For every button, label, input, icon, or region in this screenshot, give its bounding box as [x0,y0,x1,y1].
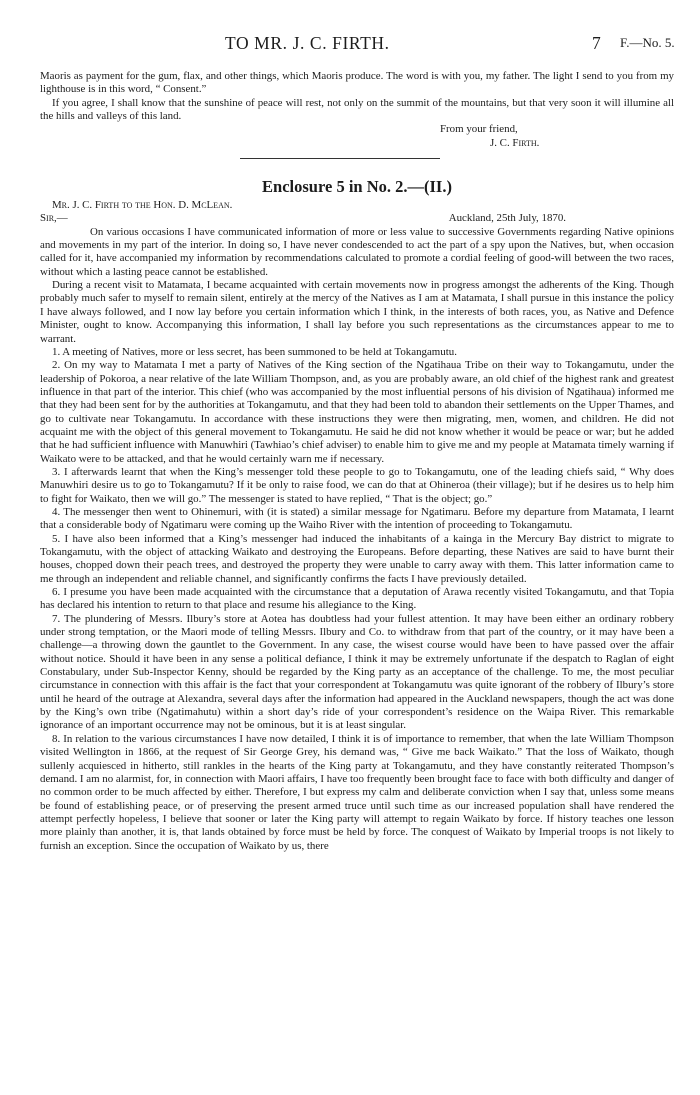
salutation-row [40,212,674,225]
letter-signature: J. C. Firth. [490,136,540,149]
body-text [40,70,674,853]
letter-paragraph: 6. I presume you have been made acquainted with the circumstance that a deputation of Arawa recently visited Tokangamutu, and that Topia has declared his intention to return to that place and resume his allegiance to the King. [40,586,674,612]
letter-paragraph: 5. I have also been informed that a King’s messenger had induced the inhabitants of a kainga in the Mercury Bay district to migrate to Tokangamutu, with the object of attacking Waikato and destroying the Europeans. Before departing, these Natives are said to have burnt their houses, chopped down their peach trees, and destroyed the property they were unable to carry away with them. This latter information came to me through an independent and reliable channel, and significantly confirms the facts I have previously detailed. [40,532,674,585]
page-number: 7 [592,33,601,53]
intro-paragraph: Maoris as payment for the gum, flax, and other things, which Maoris produce. The word is with you, my father. The light I send to you from my lighthouse is in this word, “ Consent.” [40,70,674,96]
page-header [0,33,700,55]
letter-paragraph: 4. The messenger then went to Ohinemuri, with (it is stated) a similar message for Ngatimaru. Before my departure from Matamata, I learnt that a considerable body of Ngatimaru were coming up the Waiho River with the intention of proceeding to Tokangamutu. [40,505,674,532]
letter-paragraph: 1. A meeting of Natives, more or less secret, has been summoned to be held at Tokangamutu. [52,345,457,358]
letter-paragraph: 2. On my way to Matamata I met a party of Natives of the King section of the Ngatihaua Tribe on their way to Tokangamutu, under the leadership of Pokoroa, a near relative of the late William Thompson, and, as you are probably aware, an old chief of the highest rank and greatest influence in that part of the interior. This chief (who was accompanied by the most influential persons of his division of Ngatihaua) informed me that they had been sent for by the authorities at Tokangamutu, and that they had been told to abandon their settlements on the Upper Thames, and go to cultivate near Tokangamutu. In accordance with these instructions they were then migrating, men, women, and children. He did not acquaint me with the object of this general movement to Tokangamutu. He said he did not know whether it would be peace or war; but he added that he had sufficient influence with Manuwhiri (Tawhiao’s chief adviser) to enable him to give me and my people at Matamata timely warning if Waikato were to be attacked, and that he would certainly warn me if necessary. [40,359,674,465]
letter-paragraph: On various occasions I have communicated information of more or less value to successive Governments regarding Native opinions and movements in my part of the interior. In doing so, I have never condescended to act the part of a spy upon the Natives, but, when occasion called for it, have accompanied my information by recommendations calculated to promote a cordial feeling of good-will between the two races, without which a lasting peace cannot be established. [40,225,674,278]
enclosure-subheading-text: Mr. J. C. Firth to the Hon. D. McLean. [52,199,233,212]
place-date: Auckland, 25th July, 1870. [448,212,566,225]
enclosure-heading: Enclosure 5 in No. 2.—(II.) [262,177,452,197]
document-reference: F.—No. 5. [620,35,675,50]
enclosure-subheading [40,199,674,212]
letter-paragraph: 8. In relation to the various circumstances I have now detailed, I think it is of importance to remember, that when the late William Thompson visited Wellington in 1866, at the request of Sir George Grey, his demand was, “ Give me back Waikato.” That the loss of Waikato, though sullenly acquiesced in hitherto, still rankles in the hearts of the King party at Tokangamutu, and they have constantly reiterated Thompson’s demand. I am no alarmist, for, in connection with Maori affairs, I have too frequently been brought face to face with both difficulty and danger of no common order to be much affected by either. Therefore, I but express my calm and deliberate conviction when I say that, unless some means be found of establishing peace, or of preserving the present armed truce until such time as our increased population shall have rendered the attempt perfectly hopeless, I believe that sooner or later the King party will attempt to regain Waikato by force. If history teaches one lesson more plainly than another, it is, that lands obtained by force must be held by force. The conquest of Waikato by Imperial troops is not likely to furnish an exception. Since the occupation of Waikato by us, there [40,732,674,852]
section-divider [240,158,440,159]
letter-closing: From your friend, [440,123,518,136]
intro-paragraph: If you agree, I shall know that the sunshine of peace will rest, not only on the summit of the mountains, but that very soon it will illumine all the hills and valleys of this land. [40,96,674,123]
letter-paragraph: 7. The plundering of Messrs. Ilbury’s store at Aotea has doubtless had your fullest attention. It may have been either an ordinary robbery under strong temptation, or the Maori mode of telling Messrs. Ilbury and Co. to withdraw from that part of the country, or it may have been a challenge—a throwing down the gauntlet to the Government. In any case, the wisest course would have been to have passed over the affair without notice. Should it have been in any sense a political defiance, I think it may be extremely unfortunate if the despatch to Raglan of eight Constabulary, under Sub-Inspector Kenny, should be regarded by the King party as an acceptance of the challenge. To me, the most peculiar circumstance in connection with this affair is the fact that your correspondent at Tokangamutu was quite ignorant of the robbery of Ilbury’s store until he heard of the outrage at Alexandra, several days after the information had appeared in the Auckland newspapers, though the act was done by the King’s own tribe (Ngatimahutu) within a short day’s ride of your correspondent’s residence on the Waipa River. This remarkable ignorance of an important occurrence may not be ominous, but it is at least singular. [40,612,674,732]
salutation: Sir,— [40,212,68,225]
letter-paragraph: 3. I afterwards learnt that when the King’s messenger told these people to go to Tokangamutu, one of the leading chiefs said, “ Why does Manuwhiri desire us to go to Tokangamutu? If it be only to raise food, we can do that at Ohineroa (their village); but if he desires us to help him to fight for Waikato, then we will go.” The messenger is stated to have replied, “ That is the object; go.” [40,465,674,505]
running-title: TO MR. J. C. FIRTH. [225,33,390,53]
letter-paragraph: During a recent visit to Matamata, I became acquainted with certain movements now in progress amongst the adherents of the King. Though probably much safer to myself to remain silent, entirely at the mercy of the Natives as I am at Matamata, I shall pursue in this instance the policy I have always followed, and I now lay before you certain information which I think, in the interests of both races, you, as Native and Defence Minister, ought to know. Accompanying this information, I shall lay before you such representations as the circumstances appear to me to warrant. [40,279,674,345]
